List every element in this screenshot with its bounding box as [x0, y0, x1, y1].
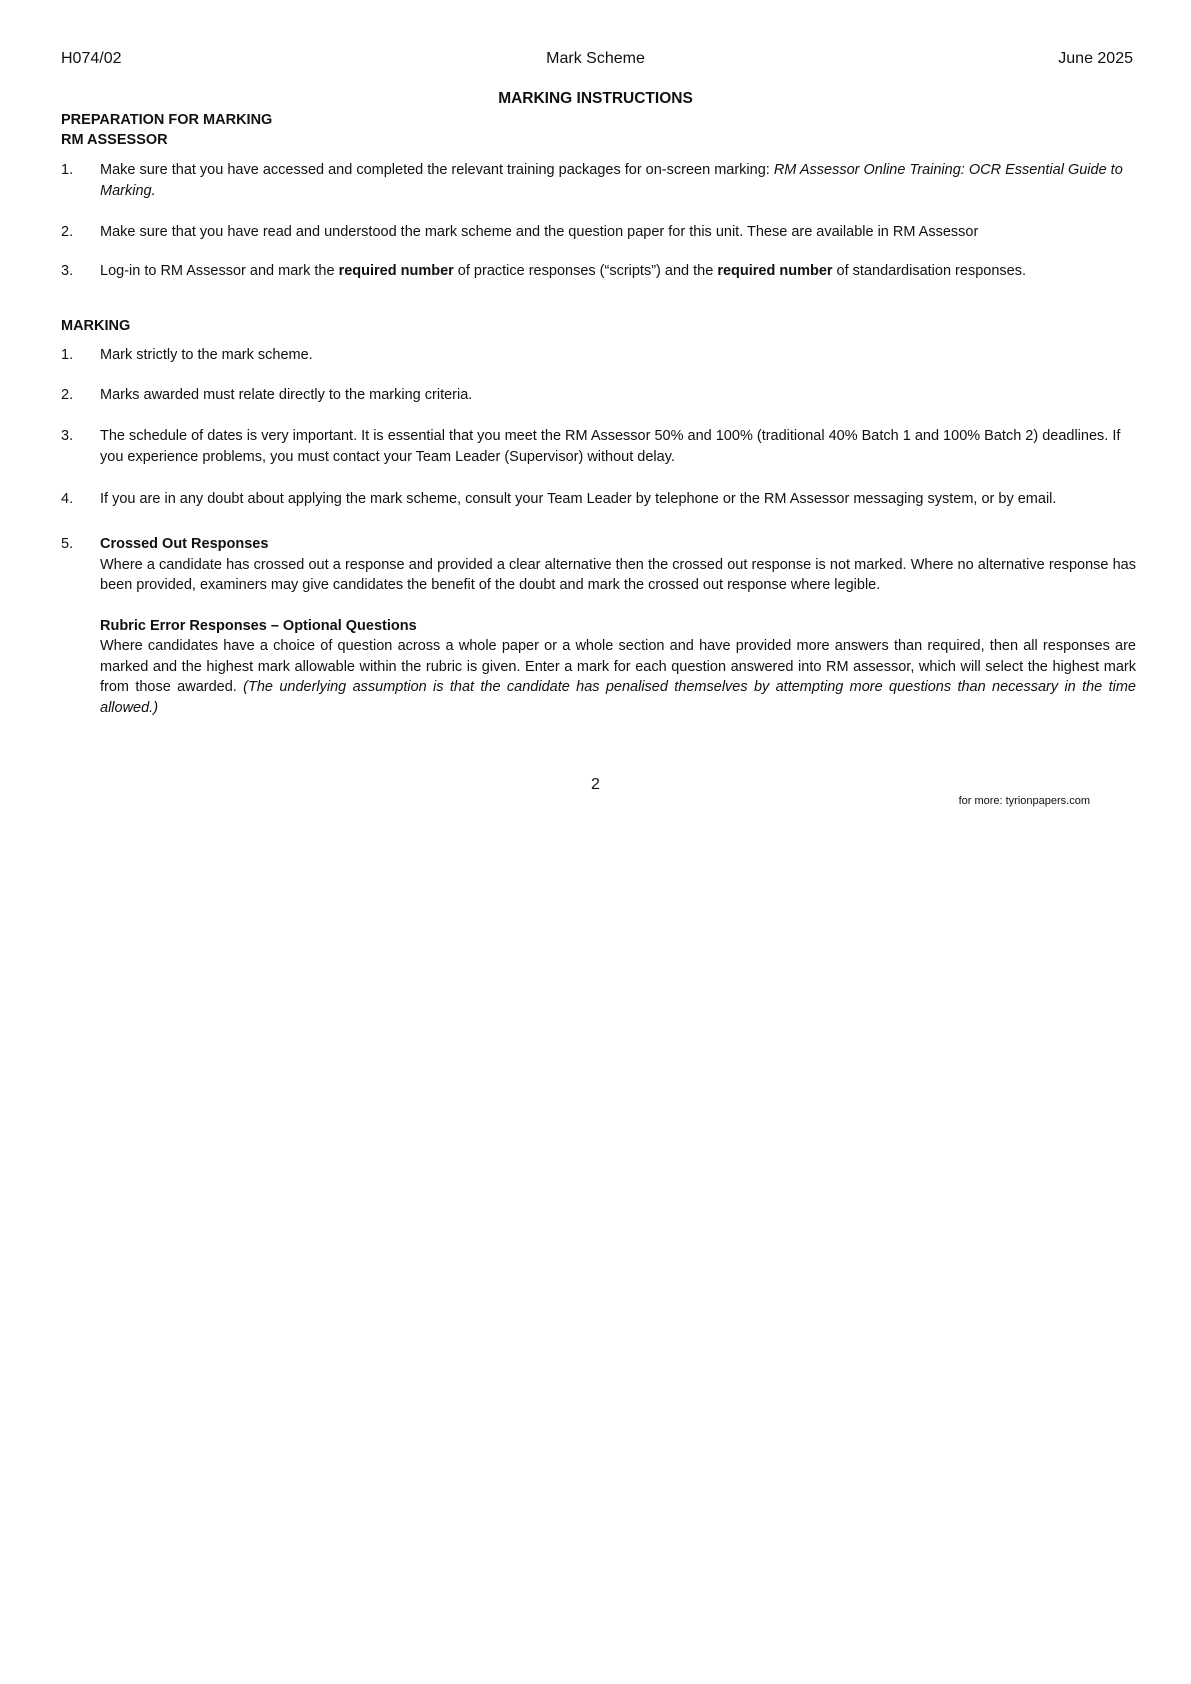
marking-item-3-number: 3. [61, 428, 74, 444]
prep-item-3-text-b: of practice responses (“scripts”) and the [453, 263, 718, 279]
prep-item-3-number: 3. [61, 263, 74, 279]
marking-item-4-text: If you are in any doubt about applying the mark scheme, consult your Team Leader by telephone or the RM Assessor messaging system, or by email. [100, 491, 1057, 507]
prep-item-3-text-c: of standardisation responses. [832, 263, 1026, 279]
prep-item-3-body [100, 261, 1136, 282]
prep-item-2-text: Make sure that you have read and understood the mark scheme and the question paper for this unit. These are available in RM Assessor [100, 224, 979, 240]
marking-item-3 [61, 426, 1136, 467]
watermark-text: for more: tyrionpapers.com [958, 795, 1090, 807]
marking-item-4-number: 4. [61, 491, 74, 507]
prep-item-1-number: 1. [61, 162, 74, 178]
crossed-out-text: Where a candidate has crossed out a response and provided a clear alternative then the crossed out response is not marked. Where no alternative response has been provided, examiners may give candidates the benefit of the doubt and mark the crossed out response where legible. [100, 556, 1136, 593]
prep-item-1-italic: RM Assessor Online Training: OCR Essential Guide to Marking. [100, 162, 1123, 199]
prep-item-2-number: 2. [61, 224, 74, 240]
rubric-error-text: Where candidates have a choice of question across a whole paper or a whole section and have provided more answers than required, then all responses are marked and the highest mark allowable within the rubric is given. Enter a mark for each question answered into RM assessor, which will select the highest mark from those awarded. [100, 638, 1136, 695]
prep-item-2 [61, 222, 1136, 243]
header-date: June 2025 [1058, 50, 1133, 67]
prep-item-1-body [100, 160, 1136, 201]
prep-item-3-bold-a: required number [338, 263, 454, 279]
prep-item-3 [61, 261, 1136, 282]
marking-item-4 [61, 489, 1136, 510]
crossed-out-heading: Crossed Out Responses [100, 536, 269, 552]
prep-item-3-text-a: Log-in to RM Assessor and mark the [100, 263, 339, 279]
header-code: H074/02 [61, 50, 122, 67]
marking-item-1 [61, 345, 1136, 366]
rubric-error-body [100, 636, 1136, 718]
marking-item-1-number: 1. [61, 347, 74, 363]
marking-item-3-text: The schedule of dates is very important. It is essential that you meet the RM Assessor 50% and 100% (traditional 40% Batch 1 and 100% Batch 2) deadlines. If you experience problems, you must contact your Team Leader (Supervisor) without delay. [100, 428, 1121, 465]
header-doc-type: Mark Scheme [546, 50, 645, 67]
prep-item-1-text: Make sure that you have accessed and completed the relevant training packages for on-screen marking: [100, 162, 774, 178]
preparation-heading: PREPARATION FOR MARKING [61, 112, 273, 128]
rubric-error-italic: (The underlying assumption is that the candidate has penalised themselves by attempting more questions than necessary in the time allowed.) [100, 679, 1136, 716]
marking-heading: MARKING [61, 318, 131, 334]
marking-item-2 [61, 385, 1136, 406]
prep-item-1 [61, 160, 1136, 201]
marking-item-2-number: 2. [61, 387, 74, 403]
rubric-error-heading: Rubric Error Responses – Optional Questions [100, 617, 417, 634]
page-title: MARKING INSTRUCTIONS [498, 90, 693, 107]
paragraph-spacer [100, 596, 1136, 616]
marking-item-5-number: 5. [61, 536, 74, 552]
marking-item-5 [61, 534, 1136, 718]
marking-item-2-text: Marks awarded must relate directly to the marking criteria. [100, 387, 473, 403]
rm-assessor-subheading: RM ASSESSOR [61, 132, 168, 148]
marking-item-1-text: Mark strictly to the mark scheme. [100, 347, 313, 363]
prep-item-3-bold-b: required number [717, 263, 833, 279]
marking-item-5-body [100, 534, 1136, 718]
page-number: 2 [591, 776, 600, 793]
